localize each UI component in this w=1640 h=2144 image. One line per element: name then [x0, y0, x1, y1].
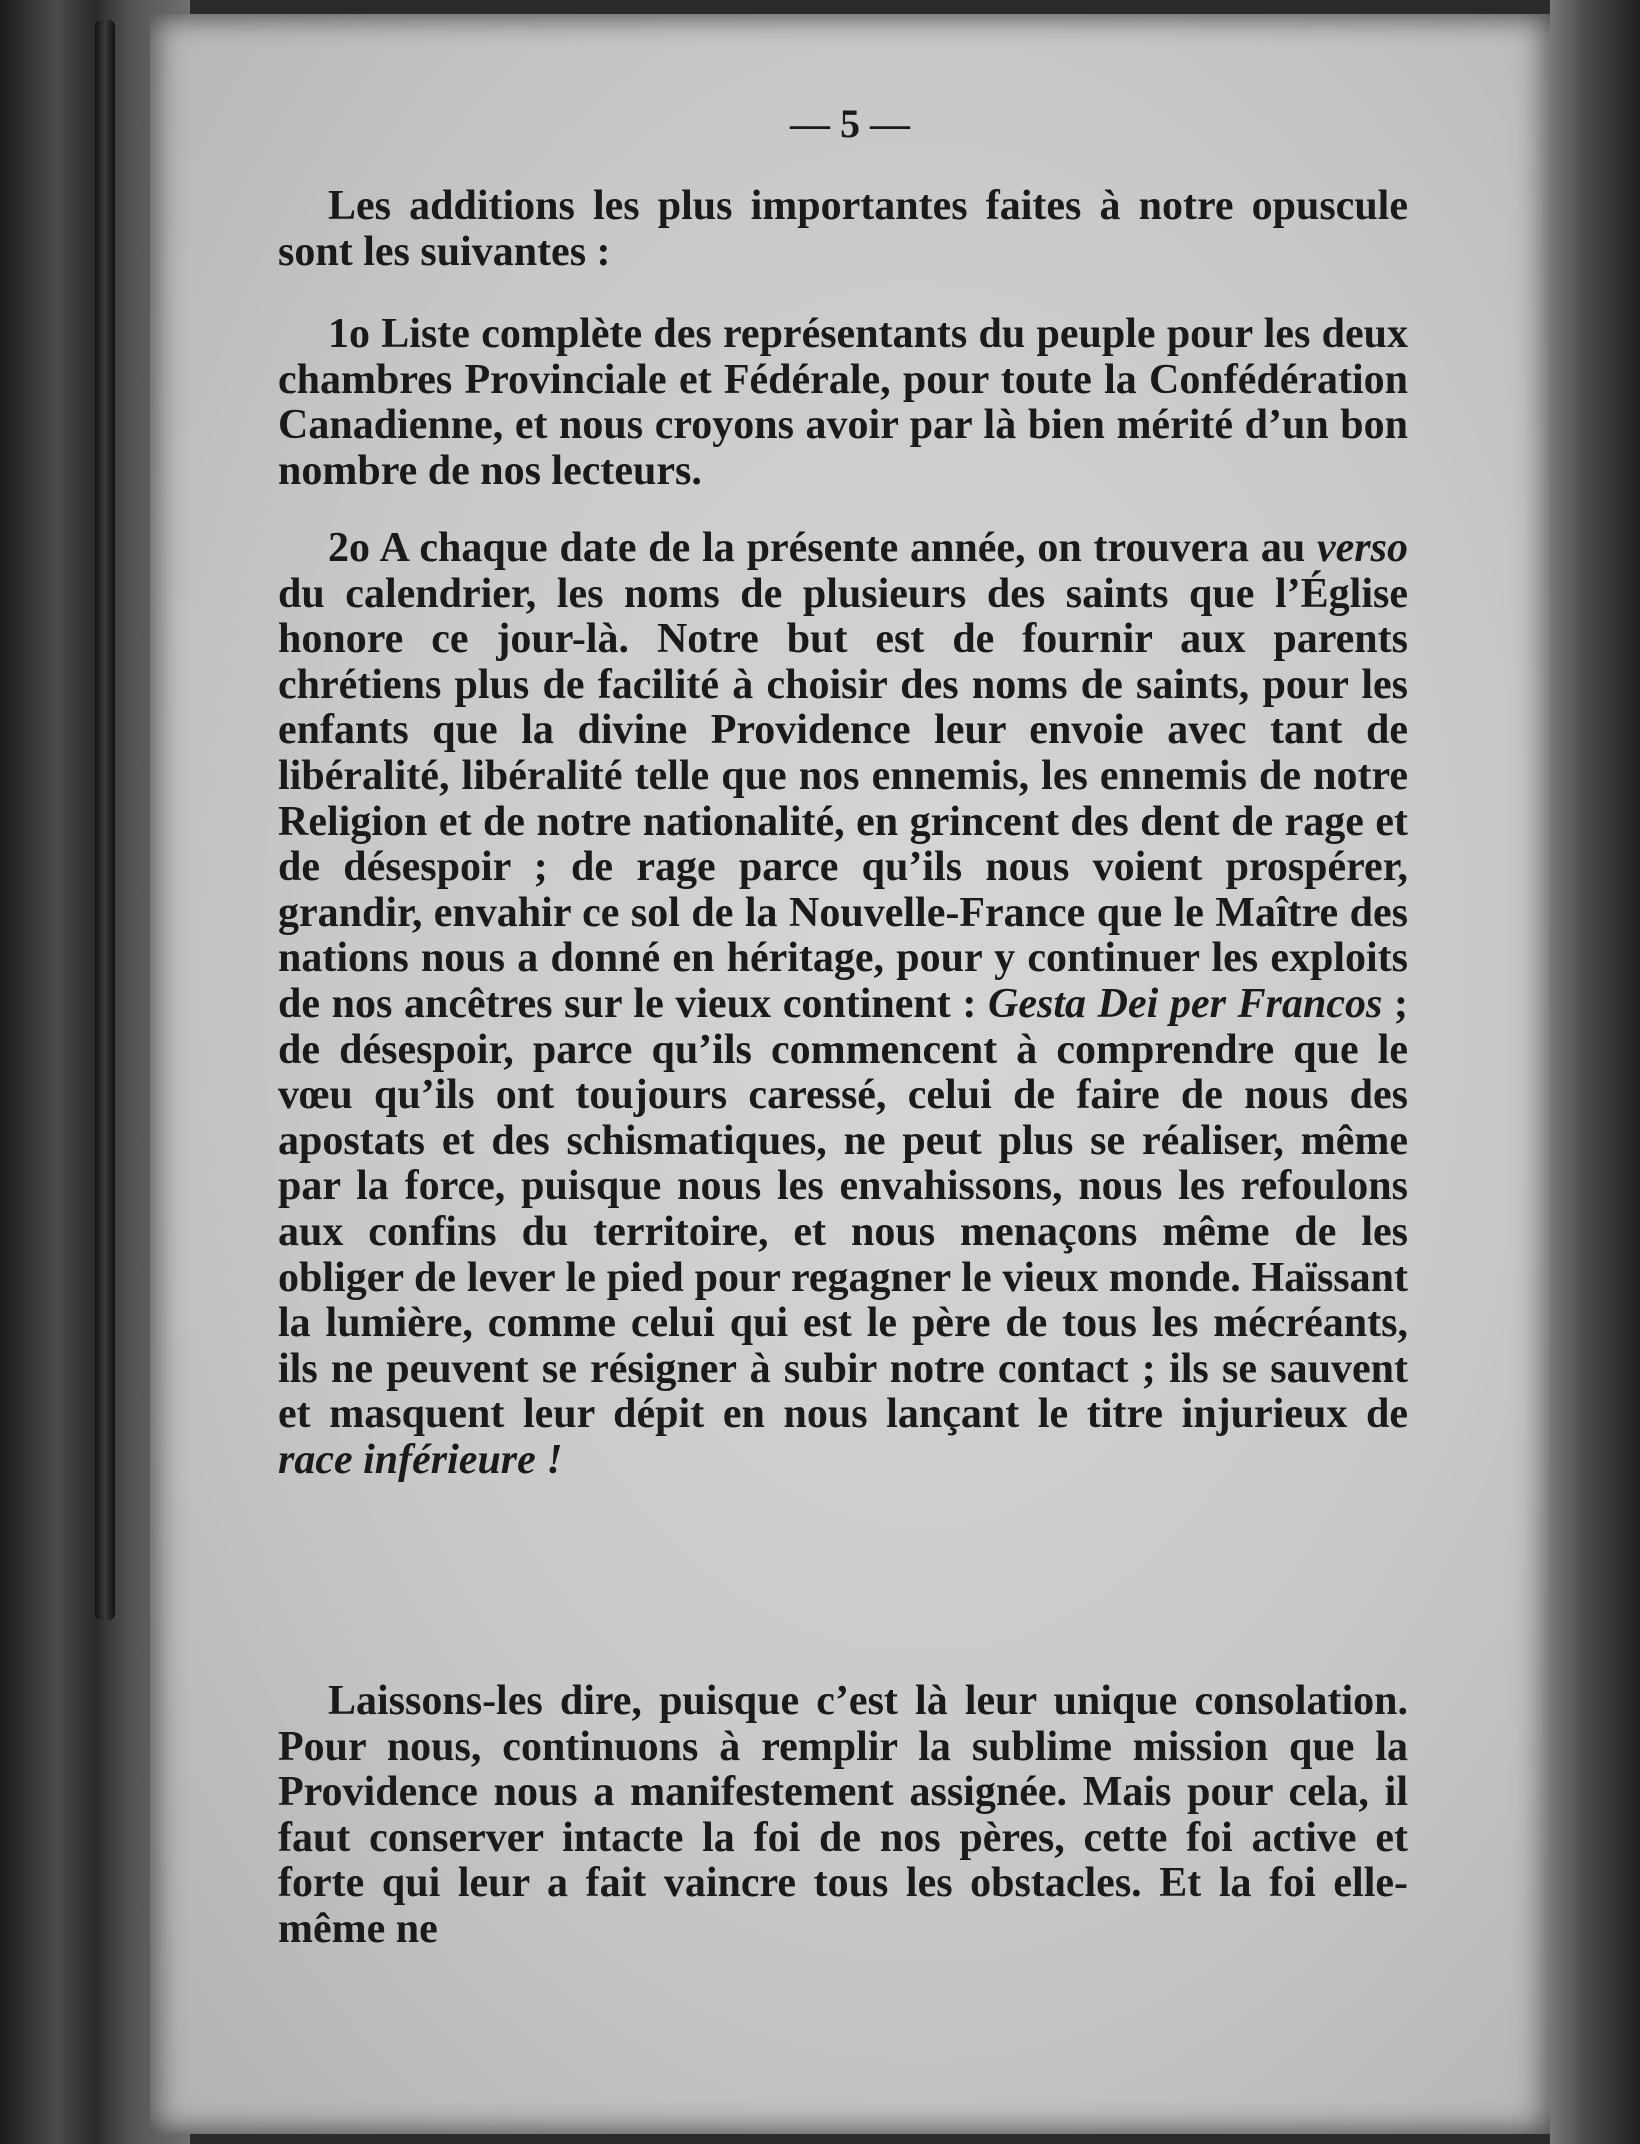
text-segment: 2o A chaque date de la présente année, on trouvera au	[328, 525, 1318, 571]
binding-stitch	[95, 20, 115, 1620]
italic-text: Gesta Dei per Francos	[988, 980, 1383, 1027]
paragraph-1	[278, 184, 1408, 275]
text-segment: ; de désespoir, parce qu’ils commencent à comprendre que le vœu qu’ils ont toujours caressé, celui de faire de nous des apostats et des schismatiques, ne peut plus se réaliser, même par la force, puisque nous les envahissons, nous les refoulons aux confins du territoire, et nous menaçons même de les obliger de lever le pied pour regagner le vieux monde. Haïssant la lumière, comme celui qui est le père de tous les mécréants, ils ne peuvent se résigner à subir notre contact ; ils se sauvent et masquent leur dépit en nous lançant le titre injurieux de	[278, 980, 1408, 1438]
paragraph-3	[278, 526, 1408, 1483]
italic-text: race inférieure !	[278, 1436, 563, 1483]
text-segment: du calendrier, les noms de plusieurs des saints que l’Église honore ce jour-là. Notre but est de fournir aux parents chrétiens plus de facilité à choisir des noms de saints, pour les enfants que la divine Providence leur envoie avec tant de libéralité, libéralité telle que nos ennemis, les ennemis de notre Religion et de notre nationalité, en grincent des dent de rage et de désespoir ; de rage parce qu’ils nous voient prospérer, grandir, envahir ce sol de la Nouvelle-France que le Maître des nations nous a donné en héritage, pour y continuer les exploits de nos ancêtres sur le vieux continent :	[278, 570, 1408, 1027]
page-number: — 5 —	[790, 101, 910, 146]
text-segment: Laissons-les dire, puisque c’est là leur unique consolation. Pour nous, continuons à remplir la sublime mission que la Providence nous a manifestement assignée. Mais pour cela, il faut conserver intacte la foi de nos pères, cette foi active et forte qui leur a fait vaincre tous les obstacles. Et la foi elle-même ne	[278, 1678, 1408, 1952]
book-page	[150, 14, 1550, 2134]
paragraph-2	[278, 312, 1408, 494]
text-segment: Les additions les plus importantes faites à notre opuscule sont les suivantes :	[278, 183, 1408, 275]
italic-text: verso	[1317, 525, 1408, 571]
page-edge	[1550, 0, 1640, 2144]
text-segment: 1o Liste complète des représentants du peuple pour les deux chambres Provinciale et Fédérale, pour toute la Confédération Canadienne, et nous croyons avoir par là bien mérité d’un bon nombre de nos lecteurs.	[278, 311, 1408, 494]
paragraph-4	[278, 1679, 1408, 1953]
